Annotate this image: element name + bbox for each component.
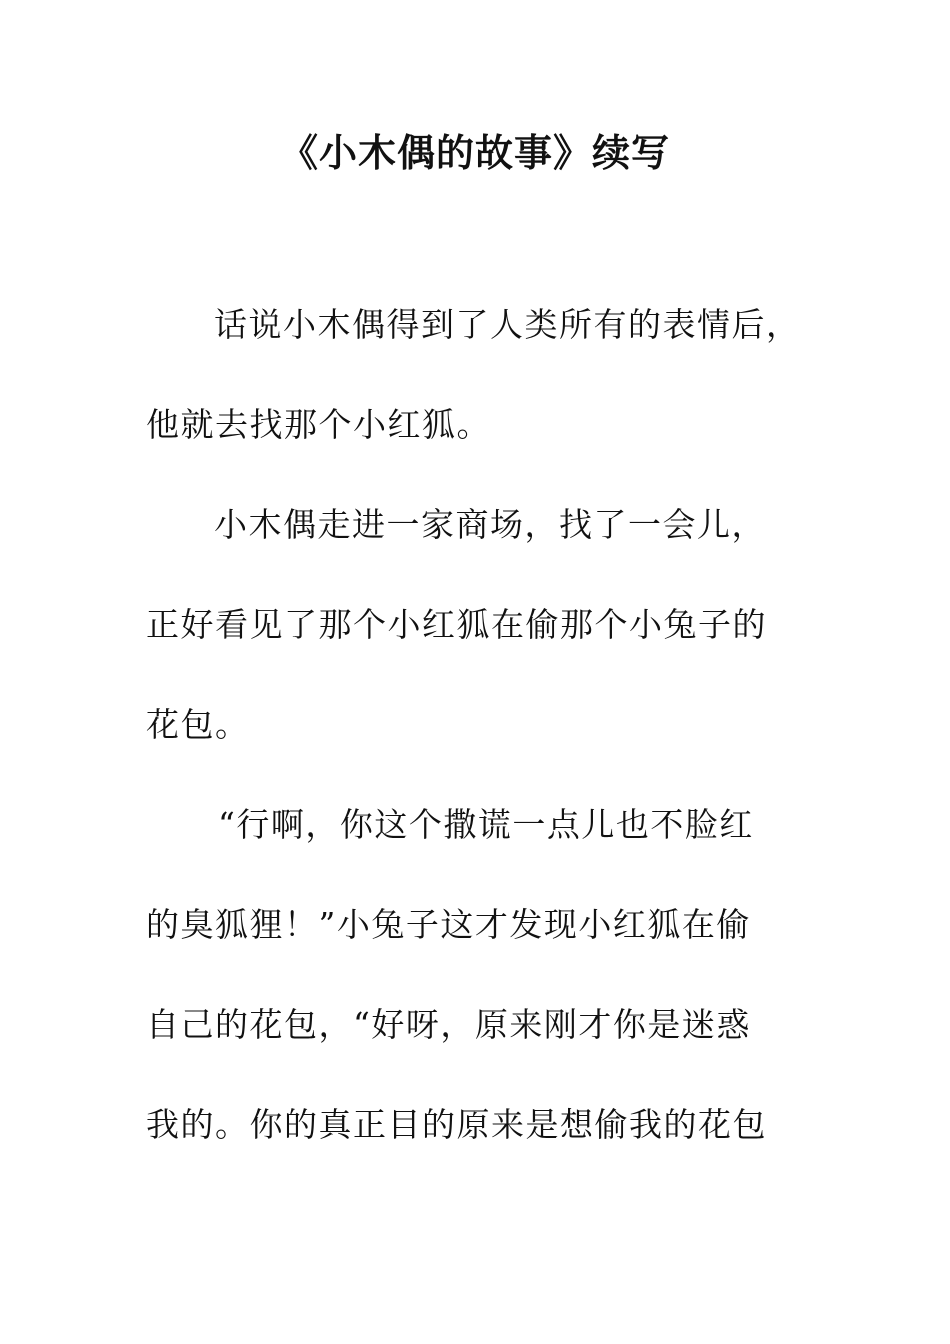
text-line: 自己的花包，“好呀，原来刚才你是迷惑 [146, 1005, 751, 1044]
text-line: 他就去找那个小红狐。 [146, 405, 491, 444]
text-line: 花包。 [146, 705, 250, 744]
text-line: 的臭狐狸！”小兔子这才发现小红狐在偷 [146, 905, 751, 944]
text-line: 小木偶走进一家商场，找了一会儿， [214, 505, 766, 544]
text-line: 话说小木偶得到了人类所有的表情后， [214, 305, 801, 344]
text-line: “行啊，你这个撒谎一点儿也不脸红 [218, 805, 754, 844]
text-line: 我的。你的真正目的原来是想偷我的花包 [146, 1105, 767, 1144]
text-line: 正好看见了那个小红狐在偷那个小兔子的 [146, 605, 767, 644]
document-title: 《小木偶的故事》续写 [279, 130, 670, 175]
